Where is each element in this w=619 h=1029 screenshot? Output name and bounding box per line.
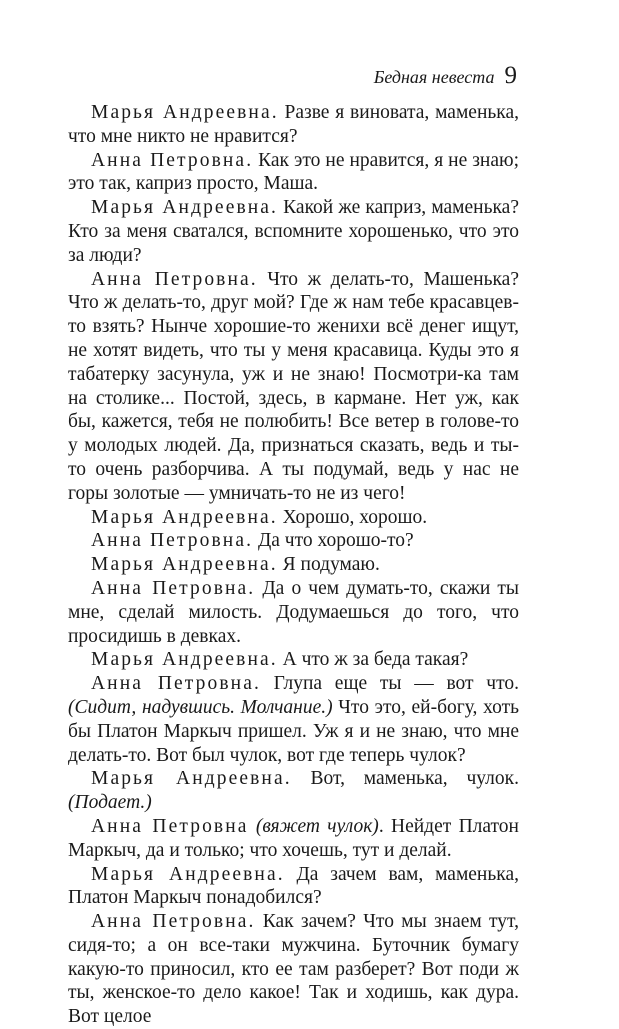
dialogue-paragraph bbox=[68, 149, 519, 197]
speech-text: Глупа еще ты — вот что. bbox=[260, 673, 519, 695]
speaker-name: Марья Андреевна. bbox=[91, 649, 278, 671]
play-text bbox=[68, 101, 519, 1029]
speech-text: Да зачем вам, маменька, Платон Маркыч понадобился? bbox=[68, 863, 519, 909]
speaker-name: Марья Андреевна. bbox=[91, 102, 279, 123]
speech-text: А что ж за беда такая? bbox=[277, 649, 469, 671]
dialogue-paragraph bbox=[68, 196, 519, 267]
speaker-name: Анна Петровна. bbox=[91, 911, 256, 933]
speech-text: Хорошо, хорошо. bbox=[277, 506, 428, 528]
speech-text: . Нейдет Платон Маркыч, да и только; что хочешь, тут и делай. bbox=[68, 815, 519, 861]
speech-text: Как это не нравится, я не знаю; это так, каприз просто, Маша. bbox=[68, 149, 519, 195]
dialogue-paragraph bbox=[68, 553, 519, 577]
speaker-name: Анна Петровна bbox=[91, 815, 249, 837]
dialogue-paragraph bbox=[68, 529, 519, 553]
dialogue-paragraph bbox=[68, 506, 519, 530]
dialogue-paragraph bbox=[68, 672, 519, 767]
speaker-name: Марья Андреевна. bbox=[91, 554, 278, 576]
dialogue-paragraph bbox=[68, 815, 519, 863]
speaker-name: Марья Андреевна. bbox=[91, 506, 278, 528]
speech-text: Какой же каприз, маменька? Кто за меня сватался, вспомните хорошенько, что это за люди? bbox=[68, 197, 519, 266]
speech-text: Разве я виновата, маменька, что мне никто не нравится? bbox=[68, 102, 519, 147]
speaker-name: Анна Петровна. bbox=[91, 149, 254, 171]
speaker-name: Марья Андреевна. bbox=[91, 768, 292, 790]
stage-direction: (вяжет чулок) bbox=[255, 815, 379, 837]
running-title: Бедная невеста bbox=[373, 67, 495, 87]
dialogue-paragraph bbox=[68, 863, 519, 911]
speaker-name: Марья Андреевна. bbox=[91, 863, 285, 885]
speech-text: Да что хорошо-то? bbox=[253, 530, 414, 552]
speech-text: Вот, маменька, чулок. bbox=[291, 768, 519, 790]
speech-text: Я подумаю. bbox=[277, 554, 380, 576]
stage-direction: (Подает.) bbox=[68, 792, 152, 814]
stage-direction: (Сидит, надувшись. Молчание.) bbox=[68, 696, 333, 718]
dialogue-paragraph bbox=[68, 767, 519, 815]
speaker-name: Анна Петровна. bbox=[91, 268, 258, 290]
page-number: 9 bbox=[504, 62, 517, 89]
speaker-name: Марья Андреевна. bbox=[91, 197, 279, 219]
speech-text: Как зачем? Что мы знаем тут, сидя-то; а он все-таки мужчина. Буточник бумагу какую-то приносил, кто ее там разберет? Вот поди ж ты, женское-то дело какое! Так и ходишь, как дура. Вот целое bbox=[68, 911, 519, 1028]
dialogue-paragraph bbox=[68, 648, 519, 672]
speech-text bbox=[249, 816, 256, 837]
speech-text: Что ж делать-то, Машенька? Что ж делать-то, друг мой? Где ж нам тебе красавцев-то взять? Нынче хорошие-то женихи всё денег ищут, не хотят видеть, что ты у меня красавица. Куды это я табатерку засунула, уж и не знаю! Посмотри-ка там на столике... Постой, здесь, в кармане. Нет уж, как бы, кажется, тебя не полюбить! Все ветер в голове-то у молодых людей. Да, признаться сказать, ведь и ты-то очень разборчива. А ты подумай, ведь у нас не горы золотые — умничать-то не из чего! bbox=[68, 268, 519, 504]
speaker-name: Анна Петровна. bbox=[91, 673, 261, 695]
dialogue-paragraph bbox=[68, 577, 519, 648]
speech-text: Да о чем думать-то, скажи ты мне, сделай милость. Додумаешься до того, что просидишь в девках. bbox=[68, 577, 519, 647]
speaker-name: Анна Петровна. bbox=[91, 577, 256, 599]
running-header bbox=[374, 62, 517, 90]
dialogue-paragraph bbox=[68, 910, 519, 1029]
dialogue-paragraph bbox=[68, 101, 519, 149]
speech-text: Что это, ей-богу, хоть бы Платон Маркыч пришел. Уж я и не знаю, что мне делать-то. Вот был чулок, вот где теперь чулок? bbox=[68, 696, 519, 766]
dialogue-paragraph bbox=[68, 268, 519, 506]
speaker-name: Анна Петровна. bbox=[91, 530, 254, 552]
